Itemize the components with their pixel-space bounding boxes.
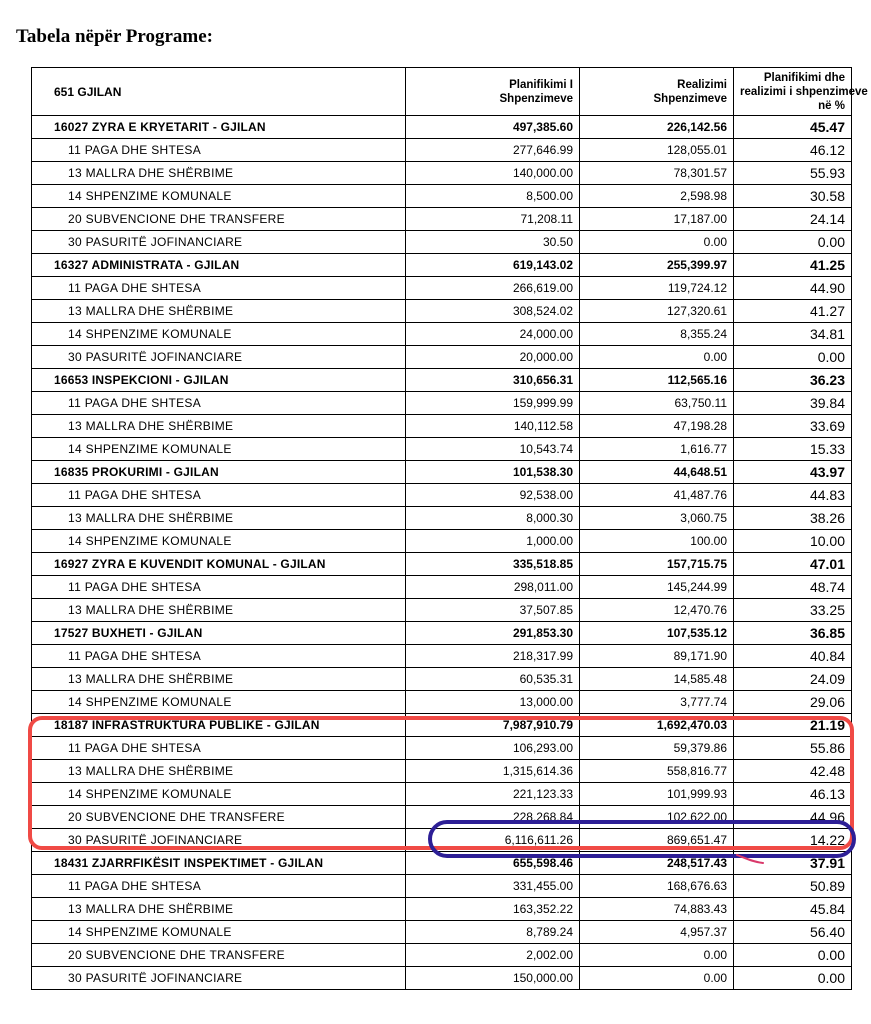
category-row (32, 139, 852, 162)
row-name: 13 MALLRA DHE SHËRBIME (32, 162, 406, 185)
row-name: 30 PASURITË JOFINANCIARE (32, 231, 406, 254)
row-realized: 3,060.75 (580, 507, 734, 530)
category-row (32, 300, 852, 323)
row-realized: 0.00 (580, 944, 734, 967)
row-realized: 74,883.43 (580, 898, 734, 921)
category-row (32, 668, 852, 691)
row-name: 13 MALLRA DHE SHËRBIME (32, 898, 406, 921)
row-name: 30 PASURITË JOFINANCIARE (32, 967, 406, 990)
program-row (32, 369, 852, 392)
row-percentage: 33.69 (734, 415, 852, 438)
row-realized: 59,379.86 (580, 737, 734, 760)
row-name: 11 PAGA DHE SHTESA (32, 737, 406, 760)
row-percentage: 41.25 (734, 254, 852, 277)
row-planned: 497,385.60 (406, 116, 580, 139)
row-realized: 1,692,470.03 (580, 714, 734, 737)
row-percentage: 46.13 (734, 783, 852, 806)
row-realized: 255,399.97 (580, 254, 734, 277)
row-realized: 558,816.77 (580, 760, 734, 783)
row-name: 17527 BUXHETI - GJILAN (32, 622, 406, 645)
row-realized: 4,957.37 (580, 921, 734, 944)
row-planned: 310,656.31 (406, 369, 580, 392)
category-row (32, 392, 852, 415)
row-name: 13 MALLRA DHE SHËRBIME (32, 599, 406, 622)
header-percentage-line2: realizimi i shpenzimeve (740, 85, 868, 98)
row-planned: 101,538.30 (406, 461, 580, 484)
row-name: 14 SHPENZIME KOMUNALE (32, 530, 406, 553)
row-name: 18187 INFRASTRUKTURA PUBLIKE - GJILAN (32, 714, 406, 737)
program-table-body (32, 68, 868, 990)
category-row (32, 599, 852, 622)
program-row (32, 714, 852, 737)
header-realized-line2: Shpenzimeve (653, 92, 727, 105)
program-table (31, 67, 868, 990)
category-row (32, 185, 852, 208)
row-realized: 89,171.90 (580, 645, 734, 668)
category-row (32, 806, 852, 829)
row-percentage: 38.26 (734, 507, 852, 530)
category-row (32, 208, 852, 231)
row-realized: 102,622.00 (580, 806, 734, 829)
row-realized: 17,187.00 (580, 208, 734, 231)
row-percentage: 56.40 (734, 921, 852, 944)
row-realized: 12,470.76 (580, 599, 734, 622)
row-planned: 277,646.99 (406, 139, 580, 162)
row-realized: 0.00 (580, 231, 734, 254)
row-planned: 106,293.00 (406, 737, 580, 760)
row-planned: 24,000.00 (406, 323, 580, 346)
row-percentage: 40.84 (734, 645, 852, 668)
row-percentage: 55.93 (734, 162, 852, 185)
row-percentage: 36.85 (734, 622, 852, 645)
row-percentage: 39.84 (734, 392, 852, 415)
row-name: 14 SHPENZIME KOMUNALE (32, 921, 406, 944)
row-percentage: 55.86 (734, 737, 852, 760)
category-row (32, 576, 852, 599)
category-row (32, 323, 852, 346)
row-percentage: 15.33 (734, 438, 852, 461)
header-realized-line1: Realizimi (677, 78, 727, 91)
row-realized: 47,198.28 (580, 415, 734, 438)
row-percentage: 24.09 (734, 668, 852, 691)
row-name: 16653 INSPEKCIONI - GJILAN (32, 369, 406, 392)
row-planned: 266,619.00 (406, 277, 580, 300)
program-row (32, 254, 852, 277)
row-planned: 228,268.84 (406, 806, 580, 829)
row-percentage: 10.00 (734, 530, 852, 553)
row-planned: 8,000.30 (406, 507, 580, 530)
header-planned-expenditure (406, 68, 580, 116)
row-planned: 71,208.11 (406, 208, 580, 231)
category-row (32, 346, 852, 369)
program-row (32, 622, 852, 645)
row-planned: 20,000.00 (406, 346, 580, 369)
row-name: 14 SHPENZIME KOMUNALE (32, 783, 406, 806)
category-row (32, 875, 852, 898)
row-percentage: 33.25 (734, 599, 852, 622)
row-planned: 7,987,910.79 (406, 714, 580, 737)
program-row (32, 852, 852, 875)
row-name: 13 MALLRA DHE SHËRBIME (32, 760, 406, 783)
row-percentage: 46.12 (734, 139, 852, 162)
header-percentage-line1: Planifikimi dhe (763, 71, 845, 84)
row-name: 14 SHPENZIME KOMUNALE (32, 438, 406, 461)
header-planned-line2: Shpenzimeve (499, 92, 573, 105)
row-planned: 8,500.00 (406, 185, 580, 208)
row-planned: 1,000.00 (406, 530, 580, 553)
row-name: 11 PAGA DHE SHTESA (32, 139, 406, 162)
category-row (32, 967, 852, 990)
row-planned: 140,112.58 (406, 415, 580, 438)
row-name: 16835 PROKURIMI - GJILAN (32, 461, 406, 484)
category-row (32, 231, 852, 254)
row-percentage: 37.91 (734, 852, 852, 875)
row-realized: 168,676.63 (580, 875, 734, 898)
category-row (32, 645, 852, 668)
category-row (32, 898, 852, 921)
row-realized: 14,585.48 (580, 668, 734, 691)
row-realized: 63,750.11 (580, 392, 734, 415)
row-name: 30 PASURITË JOFINANCIARE (32, 829, 406, 852)
row-name: 13 MALLRA DHE SHËRBIME (32, 300, 406, 323)
row-percentage: 21.19 (734, 714, 852, 737)
row-planned: 159,999.99 (406, 392, 580, 415)
document-title: Tabela nëpër Programe: (16, 26, 214, 47)
row-name: 20 SUBVENCIONE DHE TRANSFERE (32, 806, 406, 829)
row-name: 30 PASURITË JOFINANCIARE (32, 346, 406, 369)
row-planned: 298,011.00 (406, 576, 580, 599)
row-realized: 2,598.98 (580, 185, 734, 208)
row-percentage: 36.23 (734, 369, 852, 392)
row-planned: 60,535.31 (406, 668, 580, 691)
row-percentage: 34.81 (734, 323, 852, 346)
row-realized: 1,616.77 (580, 438, 734, 461)
header-realized-expenditure (580, 68, 734, 116)
row-name: 11 PAGA DHE SHTESA (32, 645, 406, 668)
row-realized: 3,777.74 (580, 691, 734, 714)
category-row (32, 507, 852, 530)
row-planned: 221,123.33 (406, 783, 580, 806)
row-planned: 6,116,611.26 (406, 829, 580, 852)
row-percentage: 45.47 (734, 116, 852, 139)
row-planned: 335,518.85 (406, 553, 580, 576)
row-percentage: 44.83 (734, 484, 852, 507)
row-name: 14 SHPENZIME KOMUNALE (32, 323, 406, 346)
row-percentage: 0.00 (734, 346, 852, 369)
row-percentage: 45.84 (734, 898, 852, 921)
category-row (32, 415, 852, 438)
category-row (32, 760, 852, 783)
row-realized: 127,320.61 (580, 300, 734, 323)
row-name: 11 PAGA DHE SHTESA (32, 277, 406, 300)
row-name: 13 MALLRA DHE SHËRBIME (32, 668, 406, 691)
row-planned: 218,317.99 (406, 645, 580, 668)
row-name: 11 PAGA DHE SHTESA (32, 875, 406, 898)
row-planned: 308,524.02 (406, 300, 580, 323)
category-row (32, 438, 852, 461)
row-realized: 128,055.01 (580, 139, 734, 162)
category-row (32, 783, 852, 806)
row-realized: 112,565.16 (580, 369, 734, 392)
row-planned: 92,538.00 (406, 484, 580, 507)
row-planned: 2,002.00 (406, 944, 580, 967)
row-percentage: 29.06 (734, 691, 852, 714)
row-name: 20 SUBVENCIONE DHE TRANSFERE (32, 944, 406, 967)
row-name: 11 PAGA DHE SHTESA (32, 484, 406, 507)
category-row (32, 277, 852, 300)
row-planned: 30.50 (406, 231, 580, 254)
program-row (32, 553, 852, 576)
category-row (32, 737, 852, 760)
row-planned: 163,352.22 (406, 898, 580, 921)
row-percentage: 50.89 (734, 875, 852, 898)
row-planned: 1,315,614.36 (406, 760, 580, 783)
row-realized: 157,715.75 (580, 553, 734, 576)
row-realized: 226,142.56 (580, 116, 734, 139)
row-name: 16027 ZYRA E KRYETARIT - GJILAN (32, 116, 406, 139)
row-realized: 145,244.99 (580, 576, 734, 599)
row-realized: 41,487.76 (580, 484, 734, 507)
row-name: 20 SUBVENCIONE DHE TRANSFERE (32, 208, 406, 231)
row-planned: 140,000.00 (406, 162, 580, 185)
row-name: 11 PAGA DHE SHTESA (32, 576, 406, 599)
row-name: 18431 ZJARRFIKËSIT INSPEKTIMET - GJILAN (32, 852, 406, 875)
row-realized: 248,517.43 (580, 852, 734, 875)
row-percentage: 0.00 (734, 944, 852, 967)
row-percentage: 44.96 (734, 806, 852, 829)
row-planned: 8,789.24 (406, 921, 580, 944)
row-realized: 869,651.47 (580, 829, 734, 852)
row-percentage: 0.00 (734, 967, 852, 990)
row-name: 14 SHPENZIME KOMUNALE (32, 691, 406, 714)
row-realized: 8,355.24 (580, 323, 734, 346)
row-percentage: 43.97 (734, 461, 852, 484)
category-row (32, 829, 852, 852)
row-name: 16327 ADMINISTRATA - GJILAN (32, 254, 406, 277)
row-name: 13 MALLRA DHE SHËRBIME (32, 415, 406, 438)
row-name: 13 MALLRA DHE SHËRBIME (32, 507, 406, 530)
category-row (32, 944, 852, 967)
row-planned: 655,598.46 (406, 852, 580, 875)
row-percentage: 0.00 (734, 231, 852, 254)
row-percentage: 48.74 (734, 576, 852, 599)
row-realized: 44,648.51 (580, 461, 734, 484)
row-realized: 0.00 (580, 346, 734, 369)
row-planned: 10,543.74 (406, 438, 580, 461)
row-realized: 100.00 (580, 530, 734, 553)
header-municipality: 651 GJILAN (32, 68, 406, 116)
category-row (32, 162, 852, 185)
row-percentage: 41.27 (734, 300, 852, 323)
row-name: 16927 ZYRA E KUVENDIT KOMUNAL - GJILAN (32, 553, 406, 576)
row-realized: 107,535.12 (580, 622, 734, 645)
row-planned: 13,000.00 (406, 691, 580, 714)
category-row (32, 484, 852, 507)
row-realized: 78,301.57 (580, 162, 734, 185)
table-header-row (32, 68, 852, 116)
row-planned: 37,507.85 (406, 599, 580, 622)
row-planned: 150,000.00 (406, 967, 580, 990)
row-planned: 291,853.30 (406, 622, 580, 645)
row-planned: 619,143.02 (406, 254, 580, 277)
category-row (32, 691, 852, 714)
row-realized: 0.00 (580, 967, 734, 990)
row-name: 14 SHPENZIME KOMUNALE (32, 185, 406, 208)
header-percentage (734, 68, 868, 116)
program-row (32, 461, 852, 484)
row-percentage: 14.22 (734, 829, 852, 852)
row-percentage: 42.48 (734, 760, 852, 783)
row-percentage: 44.90 (734, 277, 852, 300)
row-name: 11 PAGA DHE SHTESA (32, 392, 406, 415)
row-realized: 119,724.12 (580, 277, 734, 300)
program-row (32, 116, 852, 139)
header-planned-line1: Planifikimi I (509, 78, 573, 91)
row-planned: 331,455.00 (406, 875, 580, 898)
row-percentage: 47.01 (734, 553, 852, 576)
row-percentage: 30.58 (734, 185, 852, 208)
category-row (32, 530, 852, 553)
row-realized: 101,999.93 (580, 783, 734, 806)
header-percentage-line3: në % (818, 99, 845, 112)
row-percentage: 24.14 (734, 208, 852, 231)
category-row (32, 921, 852, 944)
